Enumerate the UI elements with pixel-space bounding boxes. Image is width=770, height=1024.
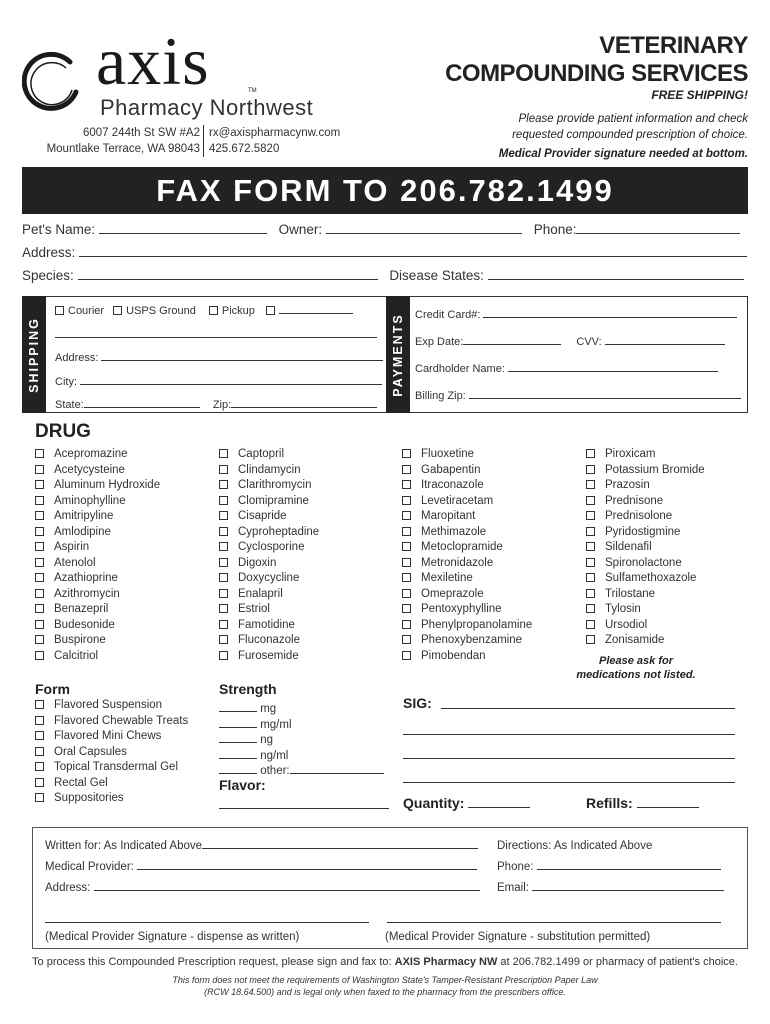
checklist-item (35, 698, 188, 714)
instructions (478, 111, 748, 143)
checklist-item (402, 525, 532, 541)
option-checkbox[interactable] (219, 465, 228, 474)
checklist-item (35, 478, 160, 494)
option-label: Mexiletine (421, 572, 473, 584)
checklist-item (402, 447, 532, 463)
checklist-item (219, 478, 319, 494)
footer-disclaimer: This form does not meet the requirements of Washington State's Tamper-Resistant Prescription Paper Law (RCW 18.64.500) and is legal only when faxed to the pharmacy from the prescribers office. (172, 975, 598, 997)
option-label: Sildenafil (605, 541, 652, 553)
option-label: Buspirone (54, 634, 106, 646)
option-label: Clomipramine (238, 494, 309, 507)
checklist-item (35, 587, 160, 603)
provider-phone-row: Phone: (497, 861, 721, 873)
option-label: Acetycysteine (54, 463, 125, 476)
checklist-item (219, 447, 319, 463)
sig-line-4[interactable] (403, 782, 735, 783)
option-label: Aspirin (54, 541, 90, 553)
option-label: Benazepril (54, 603, 109, 615)
option-label: Maropitant (421, 510, 476, 522)
option-checkbox[interactable] (402, 573, 411, 582)
option-checkbox[interactable] (35, 762, 44, 771)
checklist-item (402, 540, 532, 556)
shipping-section-bar: SHIPPING (22, 296, 46, 413)
checklist-item (402, 602, 532, 618)
strength-heading: Strength (219, 681, 277, 697)
option-label: Phenylpropanolamine (421, 618, 533, 631)
option-checkbox[interactable] (35, 620, 44, 629)
fax-banner: FAX FORM TO 206.782.1499 (22, 167, 748, 214)
phone-label: Phone: (533, 222, 577, 237)
checklist-item (219, 556, 319, 572)
shipping-options: Courier USPS Ground Pickup (55, 305, 353, 317)
option-checkbox[interactable] (35, 511, 44, 520)
option-checkbox[interactable] (586, 635, 595, 644)
checklist-item (586, 633, 705, 649)
signature-dispense-caption: (Medical Provider Signature - dispense as written) (45, 931, 300, 943)
checklist-item (402, 633, 532, 649)
option-label: Flavored Mini Chews (54, 730, 162, 742)
credit-card-field[interactable] (483, 317, 737, 318)
option-checkbox[interactable] (35, 496, 44, 505)
cardholder-field[interactable] (508, 371, 718, 372)
option-checkbox[interactable] (586, 449, 595, 458)
option-label: Prednisolone (605, 510, 673, 522)
option-checkbox[interactable] (35, 731, 44, 740)
logo-trademark: TM (248, 88, 257, 94)
form-heading: Form (35, 681, 70, 697)
exp-cvv-row: Exp Date: CVV: (415, 336, 725, 348)
provider-address-row: Address: (45, 882, 480, 894)
pet-name-label: Pet's Name: (22, 222, 96, 237)
checklist-item (35, 776, 188, 792)
option-label: Trilostane (605, 587, 656, 600)
option-checkbox[interactable] (402, 651, 411, 660)
option-checkbox[interactable] (402, 620, 411, 629)
option-label: Gabapentin (421, 463, 481, 476)
checklist-item (219, 540, 319, 556)
instructions-line-1: Please provide patient information and check (518, 113, 748, 125)
option-label: Fluoxetine (421, 448, 475, 460)
checklist-item (35, 571, 160, 587)
option-checkbox[interactable] (219, 496, 228, 505)
shipping-city-field[interactable] (80, 384, 382, 385)
cvv-field[interactable] (605, 344, 725, 345)
shipping-address-row: Address: (55, 352, 383, 364)
option-checkbox[interactable] (35, 716, 44, 725)
checklist-item (586, 556, 705, 572)
checklist-item (35, 447, 160, 463)
patient-row-2 (22, 245, 747, 260)
option-label: Amlodipine (54, 525, 111, 538)
option-checkbox[interactable] (586, 527, 595, 536)
provider-phone-field[interactable] (537, 869, 721, 870)
checklist-item (219, 649, 319, 665)
checklist-item (586, 618, 705, 634)
quantity-field[interactable] (468, 807, 530, 808)
option-label: Cisapride (238, 510, 287, 522)
disease-label: Disease States: (389, 268, 484, 283)
provider-email-field[interactable] (532, 890, 724, 891)
option-label: Digoxin (238, 556, 277, 569)
checklist-item (35, 463, 160, 479)
species-field[interactable] (78, 268, 378, 280)
option-label: Oral Capsules (54, 745, 127, 758)
option-checkbox[interactable] (219, 511, 228, 520)
option-label: Enalapril (238, 587, 283, 600)
option-checkbox[interactable] (586, 589, 595, 598)
drug-column-3 (402, 447, 532, 664)
strength-mg-field[interactable] (219, 711, 257, 712)
option-label: Ursodiol (605, 618, 648, 631)
option-checkbox[interactable] (586, 558, 595, 567)
strength-other-field[interactable] (219, 773, 257, 774)
shipping-payments-box (22, 296, 748, 413)
option-checkbox[interactable] (35, 480, 44, 489)
option-label: Potassium Bromide (605, 463, 705, 476)
pharmacy-address (22, 125, 200, 157)
checklist-item (586, 509, 705, 525)
pet-name-field[interactable] (99, 222, 267, 234)
option-checkbox[interactable] (35, 747, 44, 756)
billing-zip-field[interactable] (469, 398, 741, 399)
option-checkbox[interactable] (35, 793, 44, 802)
exp-date-field[interactable] (463, 344, 561, 345)
option-label: Doxycycline (238, 572, 300, 584)
checklist-item (586, 447, 705, 463)
disease-field[interactable] (488, 268, 744, 280)
option-label: Metoclopramide (421, 541, 503, 553)
checklist-item (586, 540, 705, 556)
checklist-item (35, 745, 188, 761)
instructions-line-2: requested compounded prescription of choice. (512, 129, 748, 141)
option-label: Prednisone (605, 494, 664, 507)
signature-dispense-line[interactable] (45, 922, 369, 923)
option-checkbox[interactable] (402, 635, 411, 644)
option-label: Estriol (238, 603, 270, 615)
strength-ng-field[interactable] (219, 742, 257, 743)
logo-ring-icon (22, 52, 84, 114)
option-checkbox[interactable] (219, 449, 228, 458)
checklist-item (35, 729, 188, 745)
address-line-2: Mountlake Terrace, WA 98043 (46, 143, 200, 155)
option-label: Clarithromycin (238, 479, 312, 491)
option-checkbox[interactable] (219, 651, 228, 660)
option-checkbox[interactable] (402, 604, 411, 613)
option-label: Amitripyline (54, 510, 114, 522)
option-label: Atenolol (54, 556, 96, 569)
written-for-field[interactable] (202, 848, 478, 849)
checklist-item (402, 478, 532, 494)
checklist-item (586, 463, 705, 479)
sig-line-3[interactable] (403, 758, 735, 759)
option-checkbox[interactable] (35, 465, 44, 474)
checklist-item (35, 714, 188, 730)
option-checkbox[interactable] (402, 480, 411, 489)
option-label: Sulfamethoxazole (605, 572, 697, 584)
checklist-item (586, 478, 705, 494)
drug-column-2 (219, 447, 319, 664)
checklist-item (35, 791, 188, 807)
pharmacy-phone: 425.672.5820 (209, 143, 280, 155)
option-checkbox[interactable] (35, 558, 44, 567)
credit-card-row: Credit Card#: (415, 309, 737, 321)
address-line-1: 6007 244th St SW #A2 (83, 127, 200, 139)
option-checkbox[interactable] (402, 496, 411, 505)
address-field[interactable] (79, 245, 747, 257)
shipping-city-row: City: (55, 376, 382, 388)
checklist-item (219, 463, 319, 479)
option-label: Azathioprine (54, 572, 118, 584)
checklist-item (586, 602, 705, 618)
checklist-item (35, 509, 160, 525)
option-checkbox[interactable] (35, 604, 44, 613)
option-checkbox[interactable] (586, 620, 595, 629)
option-checkbox[interactable] (35, 542, 44, 551)
checklist-item (402, 556, 532, 572)
courier-checkbox[interactable] (55, 306, 64, 315)
option-checkbox[interactable] (586, 573, 595, 582)
address-label: Address: (22, 245, 76, 260)
option-label: Aluminum Hydroxide (54, 479, 161, 491)
checklist-item (35, 618, 160, 634)
checklist-item (586, 494, 705, 510)
checklist-item (35, 633, 160, 649)
checklist-item (402, 494, 532, 510)
checklist-item (219, 618, 319, 634)
strength-mgml-field[interactable] (219, 727, 257, 728)
pickup-checkbox[interactable] (209, 306, 218, 315)
patient-row-1 (22, 222, 740, 237)
footer-instructions: To process this Compounded Prescription request, please sign and fax to: AXIS Pharmacy NW at 206.782.1499 or pharmacy of patient's choice. (32, 956, 738, 968)
checklist-item (35, 494, 160, 510)
directions-text: Directions: As Indicated Above (497, 840, 653, 852)
option-label: Pentoxyphylline (421, 603, 502, 615)
provider-field[interactable] (137, 869, 477, 870)
option-label: Azithromycin (54, 587, 120, 600)
option-label: Spironolactone (605, 556, 682, 569)
checklist-item (35, 602, 160, 618)
signature-substitution-line[interactable] (387, 922, 721, 923)
title-line-2: COMPOUNDING SERVICES (445, 60, 748, 87)
option-label: Levetiracetam (421, 494, 494, 507)
option-label: Famotidine (238, 618, 295, 631)
option-label: Topical Transdermal Gel (54, 761, 178, 773)
option-label: Pyridostigmine (605, 525, 681, 538)
prescriber-box (32, 827, 748, 949)
usps-checkbox[interactable] (113, 306, 122, 315)
other-shipping-checkbox[interactable] (266, 306, 275, 315)
cardholder-row: Cardholder Name: (415, 363, 718, 375)
option-label: Budesonide (54, 618, 115, 631)
shipping-blank-line[interactable] (55, 337, 377, 338)
checklist-item (219, 587, 319, 603)
title-line-1: VETERINARY (599, 32, 748, 59)
option-label: Flavored Suspension (54, 699, 163, 711)
option-label: Acepromazine (54, 448, 128, 460)
option-checkbox[interactable] (35, 635, 44, 644)
option-checkbox[interactable] (586, 465, 595, 474)
checklist-item (35, 556, 160, 572)
option-label: Flavored Chewable Treats (54, 714, 189, 727)
sig-line-1[interactable] (441, 708, 735, 709)
shipping-state-field[interactable] (84, 407, 200, 408)
option-checkbox[interactable] (402, 589, 411, 598)
option-checkbox[interactable] (35, 651, 44, 660)
ask-for-note: Please ask for medications not listed. (576, 655, 696, 681)
option-label: Zonisamide (605, 634, 665, 646)
checklist-item (402, 618, 532, 634)
shipping-state-row: State: Zip: (55, 399, 377, 411)
checklist-item (35, 525, 160, 541)
logo-subtitle: Pharmacy Northwest (100, 95, 314, 120)
option-label: Tylosin (605, 603, 641, 615)
checklist-item (402, 649, 532, 665)
checklist-item (219, 525, 319, 541)
option-checkbox[interactable] (402, 465, 411, 474)
option-label: Rectal Gel (54, 776, 108, 789)
owner-field[interactable] (326, 222, 522, 234)
option-checkbox[interactable] (586, 604, 595, 613)
species-label: Species: (22, 268, 74, 283)
option-label: Calcitriol (54, 649, 99, 662)
payments-section-bar: PAYMENTS (386, 296, 410, 413)
option-label: Metronidazole (421, 556, 494, 569)
pharmacy-contact (209, 125, 340, 157)
owner-label: Owner: (278, 222, 323, 237)
checklist-item (402, 463, 532, 479)
checklist-item (35, 649, 160, 665)
drug-heading: DRUG (35, 421, 91, 442)
option-checkbox[interactable] (402, 511, 411, 520)
option-label: Clindamycin (238, 463, 301, 476)
option-checkbox[interactable] (219, 604, 228, 613)
option-label: Suppositories (54, 792, 124, 804)
option-checkbox[interactable] (586, 480, 595, 489)
sig-label: SIG: (403, 695, 432, 711)
option-label: Phenoxybenzamine (421, 634, 523, 646)
written-for-row: Written for: As Indicated Above (45, 840, 478, 852)
option-checkbox[interactable] (219, 527, 228, 536)
strength-ngml-field[interactable] (219, 758, 257, 759)
checklist-item (586, 525, 705, 541)
option-checkbox[interactable] (219, 620, 228, 629)
signature-notice: Medical Provider signature needed at bottom. (498, 148, 748, 160)
pharmacy-email: rx@axispharmacynw.com (209, 127, 341, 139)
option-checkbox[interactable] (586, 511, 595, 520)
flavor-field[interactable] (219, 808, 389, 809)
provider-row: Medical Provider: (45, 861, 477, 873)
phone-field[interactable] (576, 222, 740, 234)
checklist-item (402, 509, 532, 525)
sig-line-2[interactable] (403, 734, 735, 735)
option-checkbox[interactable] (586, 542, 595, 551)
form-options (35, 698, 188, 807)
provider-email-row: Email: (497, 882, 724, 894)
checklist-item (586, 587, 705, 603)
option-checkbox[interactable] (219, 589, 228, 598)
shipping-zip-field[interactable] (231, 407, 377, 408)
flavor-heading: Flavor: (219, 777, 266, 793)
option-checkbox[interactable] (586, 496, 595, 505)
option-label: Prazosin (605, 479, 650, 491)
strength-other-text[interactable] (290, 773, 384, 774)
option-checkbox[interactable] (219, 542, 228, 551)
option-label: Furosemide (238, 649, 299, 662)
option-label: Cyproheptadine (238, 525, 320, 538)
provider-address-field[interactable] (94, 890, 480, 891)
drug-column-1 (35, 447, 160, 664)
logo-wordmark: axis (96, 23, 210, 99)
checklist-item (219, 571, 319, 587)
checklist-item (402, 587, 532, 603)
option-checkbox[interactable] (402, 527, 411, 536)
checklist-item (402, 571, 532, 587)
option-checkbox[interactable] (402, 558, 411, 567)
address-divider (203, 125, 204, 157)
option-checkbox[interactable] (402, 449, 411, 458)
option-checkbox[interactable] (219, 480, 228, 489)
free-shipping-notice: FREE SHIPPING! (651, 88, 748, 102)
billing-zip-row: Billing Zip: (415, 390, 741, 402)
refills-row: Refills: (586, 795, 699, 811)
option-label: Captopril (238, 448, 285, 460)
shipping-address-field[interactable] (101, 360, 383, 361)
signature-substitution-caption: (Medical Provider Signature - substitution permitted) (385, 931, 651, 943)
option-checkbox[interactable] (35, 527, 44, 536)
option-checkbox[interactable] (35, 449, 44, 458)
option-checkbox[interactable] (35, 589, 44, 598)
checklist-item (219, 633, 319, 649)
option-label: Fluconazole (238, 634, 301, 646)
patient-row-3 (22, 268, 744, 283)
checklist-item (35, 760, 188, 776)
refills-field[interactable] (637, 807, 699, 808)
quantity-row: Quantity: (403, 795, 530, 811)
option-checkbox[interactable] (402, 542, 411, 551)
option-label: Itraconazole (421, 479, 484, 491)
checklist-item (219, 509, 319, 525)
option-checkbox[interactable] (35, 573, 44, 582)
option-checkbox[interactable] (219, 558, 228, 567)
checklist-item (35, 540, 160, 556)
option-checkbox[interactable] (219, 573, 228, 582)
option-label: Methimazole (421, 525, 487, 538)
drug-column-4 (586, 447, 705, 649)
checklist-item (219, 602, 319, 618)
option-label: Cyclosporine (238, 541, 305, 553)
option-checkbox[interactable] (35, 700, 44, 709)
strength-options: mg mg/ml ng ng/ml other: (219, 702, 384, 780)
option-checkbox[interactable] (35, 778, 44, 787)
option-label: Omeprazole (421, 587, 484, 600)
option-label: Piroxicam (605, 448, 656, 460)
option-label: Pimobendan (421, 649, 486, 662)
option-label: Aminophylline (54, 494, 126, 507)
option-checkbox[interactable] (219, 635, 228, 644)
checklist-item (219, 494, 319, 510)
checklist-item (586, 571, 705, 587)
other-shipping-field[interactable] (279, 313, 353, 314)
